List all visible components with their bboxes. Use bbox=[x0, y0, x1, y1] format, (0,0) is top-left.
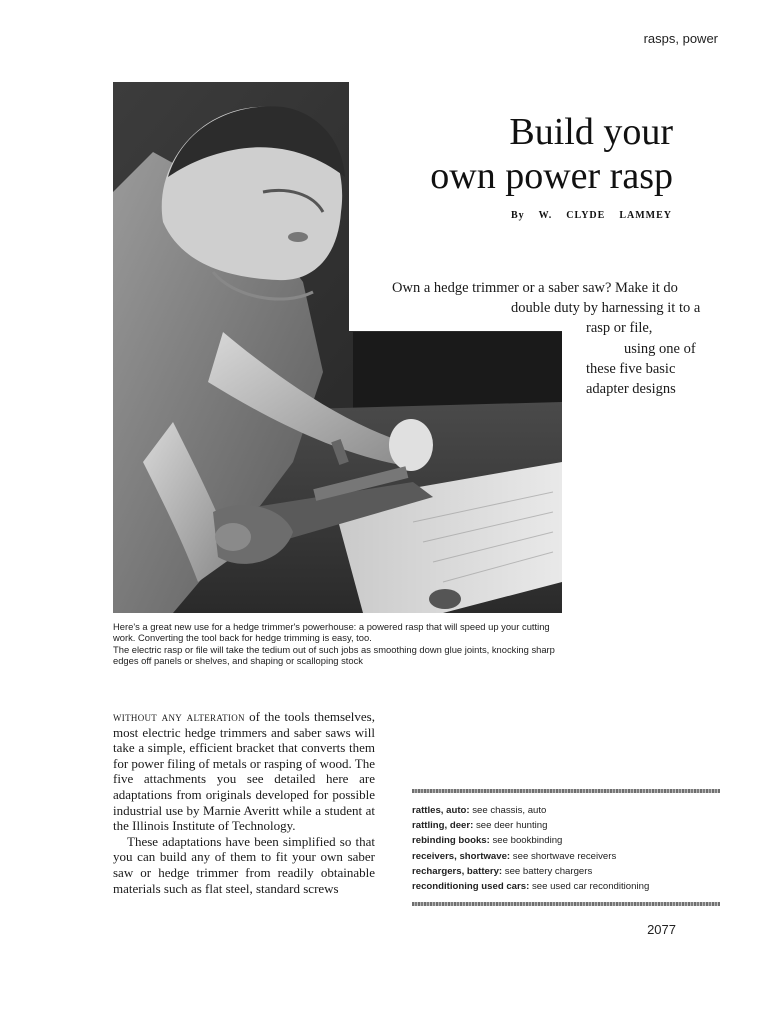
index-ref: see deer hunting bbox=[473, 820, 548, 832]
index-item bbox=[412, 864, 720, 879]
index-list bbox=[412, 803, 720, 894]
title-line-2: own power rasp bbox=[430, 155, 673, 197]
article-body bbox=[113, 709, 375, 896]
index-top-rule bbox=[412, 789, 720, 793]
index-item bbox=[412, 849, 720, 864]
deck-line-2: double duty by harnessing it to a bbox=[511, 300, 701, 316]
body-paragraph-1-text: of the tools themselves, most electric hedge trimmers and saber saws will take a simple, efficient bracket that converts them for power filing of metals or rasping of wood. The five attachments you see detailed here are adaptations from originals developed for possible industrial use by Marnie Averitt while a student at the Illinois Institute of Technology. bbox=[113, 709, 375, 834]
byline-middle: CLYDE bbox=[566, 210, 606, 221]
index-ref: see battery chargers bbox=[502, 865, 593, 877]
byline-by: By bbox=[510, 210, 525, 221]
index-item bbox=[412, 879, 720, 894]
byline-last: LAMMEY bbox=[619, 210, 672, 221]
section-tag: rasps, power bbox=[643, 31, 718, 46]
index-ref: see chassis, auto bbox=[469, 805, 547, 816]
caption-line-1: Here's a great new use for a hedge trimmer's powerhouse: a powered rasp that will speed up your cutting work. Converting the tool back for hedge trimming is easy, too. bbox=[113, 621, 550, 644]
caption-line-2: The electric rasp or file will take the tedium out of such jobs as smoothing down glue joints, knocking sharp edges off panels or shelves, and shaping or scalloping stock bbox=[113, 643, 555, 666]
byline bbox=[380, 210, 673, 221]
cross-reference-index bbox=[412, 789, 720, 906]
photo-caption bbox=[113, 621, 573, 666]
index-term: rattles, auto: bbox=[412, 805, 470, 816]
index-bottom-rule bbox=[412, 902, 720, 906]
index-item bbox=[412, 833, 720, 848]
byline-first: W. bbox=[538, 210, 553, 221]
index-term: receivers, shortwave: bbox=[412, 850, 511, 862]
deck-line-6: adapter designs bbox=[586, 381, 676, 397]
index-term: rattling, deer: bbox=[412, 820, 474, 832]
body-paragraph-2: These adaptations have been simplified so that you can build any of them to fit your own saber saw or hedge trimmer from readily obtainable materials such as flat steel, standard screws bbox=[113, 833, 375, 896]
deck-line-5: these five basic bbox=[586, 361, 676, 377]
index-item bbox=[412, 818, 720, 833]
index-ref: see bookbinding bbox=[489, 835, 563, 847]
index-term: rechargers, battery: bbox=[412, 865, 503, 877]
title-block bbox=[380, 110, 673, 221]
index-term: reconditioning used cars: bbox=[412, 881, 530, 893]
deck-line-1: Own a hedge trimmer or a saber saw? Make it do bbox=[392, 280, 678, 296]
article-title bbox=[380, 110, 673, 198]
page-number: 2077 bbox=[647, 922, 676, 937]
index-term: rebinding books: bbox=[412, 835, 490, 847]
deck-line-3: rasp or file, bbox=[586, 320, 653, 336]
body-paragraph-1 bbox=[113, 709, 375, 834]
index-ref: see shortwave receivers bbox=[510, 850, 617, 862]
title-line-1: Build your bbox=[509, 111, 673, 153]
index-ref: see used car reconditioning bbox=[529, 881, 650, 893]
body-lead-in: without any alteration bbox=[113, 709, 245, 724]
index-item bbox=[412, 803, 720, 818]
deck-line-4: using one of bbox=[624, 341, 696, 357]
